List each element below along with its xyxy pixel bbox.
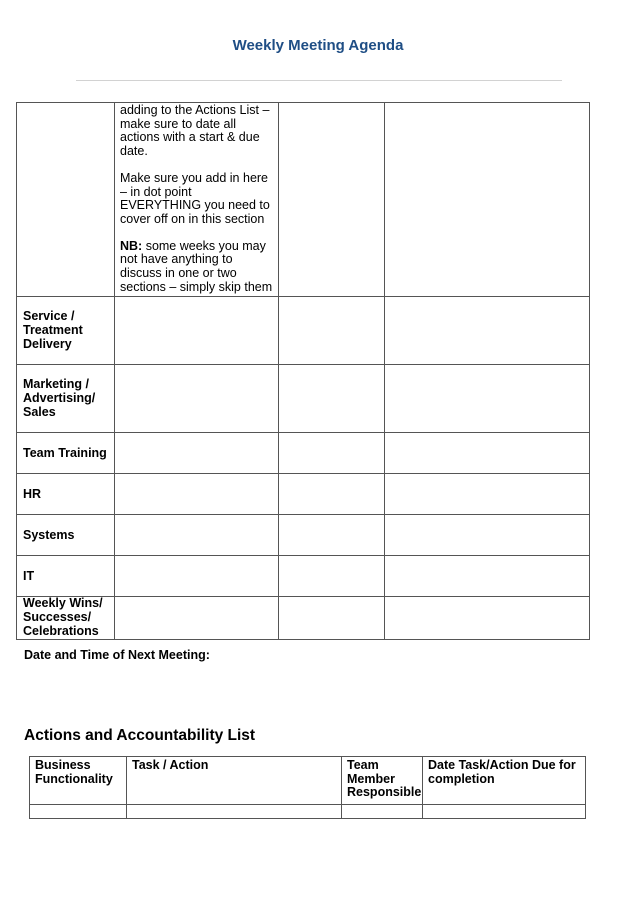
agenda-cell-blank[interactable]: [115, 556, 279, 597]
actions-cell-blank[interactable]: [30, 805, 127, 819]
agenda-cell-blank[interactable]: [279, 597, 385, 639]
agenda-row-service: [17, 297, 590, 365]
column-header-due-date: Date Task/Action Due for completion: [423, 757, 586, 805]
actions-cell-blank[interactable]: [342, 805, 423, 819]
agenda-cell-blank[interactable]: [115, 515, 279, 556]
agenda-cell-blank[interactable]: [279, 474, 385, 515]
agenda-row-label: IT: [17, 556, 115, 597]
agenda-row-label: Service / Treatment Delivery: [17, 297, 115, 365]
actions-heading: Actions and Accountability List: [24, 727, 256, 744]
actions-header-row: [30, 757, 586, 805]
agenda-row-hr: [17, 474, 590, 515]
instruction-actions-list: adding to the Actions List – make sure to date all actions with a start & due date.: [120, 103, 270, 159]
agenda-row-systems: [17, 515, 590, 556]
nb-text: some weeks you may not have anything to discuss in one or two sections – simply skip them: [120, 238, 273, 294]
instruction-dot-points: Make sure you add in here – in dot point EVERYTHING you need to cover off on in this section: [120, 170, 270, 226]
agenda-cell-blank[interactable]: [385, 597, 590, 639]
agenda-row-label: Team Training: [17, 433, 115, 474]
next-meeting-label: Date and Time of Next Meeting:: [24, 648, 210, 662]
agenda-cell-blank[interactable]: [279, 297, 385, 365]
column-header-task-action: Task / Action: [127, 757, 342, 805]
agenda-row-label: HR: [17, 474, 115, 515]
agenda-cell-blank[interactable]: [115, 297, 279, 365]
actions-cell-blank[interactable]: [127, 805, 342, 819]
agenda-cell-topic: [17, 103, 115, 297]
agenda-row-team-training: [17, 433, 590, 474]
agenda-cell-blank[interactable]: [385, 474, 590, 515]
agenda-cell-blank[interactable]: [279, 433, 385, 474]
agenda-row-label: Marketing / Advertising/ Sales: [17, 365, 115, 433]
agenda-cell-blank[interactable]: [385, 297, 590, 365]
agenda-cell-blank[interactable]: [115, 597, 279, 639]
agenda-row-it: [17, 556, 590, 597]
agenda-cell-blank[interactable]: [385, 103, 590, 297]
agenda-cell-blank[interactable]: [279, 556, 385, 597]
agenda-cell-blank[interactable]: [279, 103, 385, 297]
instruction-nb: [120, 240, 274, 295]
column-header-business-functionality: Business Functionality: [30, 757, 127, 805]
actions-cell-blank[interactable]: [423, 805, 586, 819]
title-divider: [76, 80, 562, 81]
agenda-cell-blank[interactable]: [115, 365, 279, 433]
agenda-row-marketing: [17, 365, 590, 433]
agenda-cell-blank[interactable]: [115, 433, 279, 474]
agenda-row-label: Weekly Wins/ Successes/ Celebrations: [17, 597, 115, 639]
agenda-row-instructions: [17, 103, 590, 297]
actions-empty-row: [30, 805, 586, 819]
column-header-team-member: Team Member Responsible: [342, 757, 423, 805]
agenda-cell-blank[interactable]: [385, 433, 590, 474]
agenda-cell-blank[interactable]: [279, 515, 385, 556]
agenda-cell-blank[interactable]: [385, 556, 590, 597]
nb-label: NB:: [120, 238, 143, 253]
agenda-cell-blank[interactable]: [385, 365, 590, 433]
agenda-cell-blank[interactable]: [115, 474, 279, 515]
agenda-row-weekly-wins: [17, 597, 590, 639]
page-title: Weekly Meeting Agenda: [232, 37, 404, 54]
agenda-cell-blank[interactable]: [385, 515, 590, 556]
actions-table: [29, 756, 586, 819]
agenda-cell-instructions: [115, 103, 279, 297]
agenda-row-label: Systems: [17, 515, 115, 556]
agenda-table: [16, 102, 590, 640]
agenda-cell-blank[interactable]: [279, 365, 385, 433]
